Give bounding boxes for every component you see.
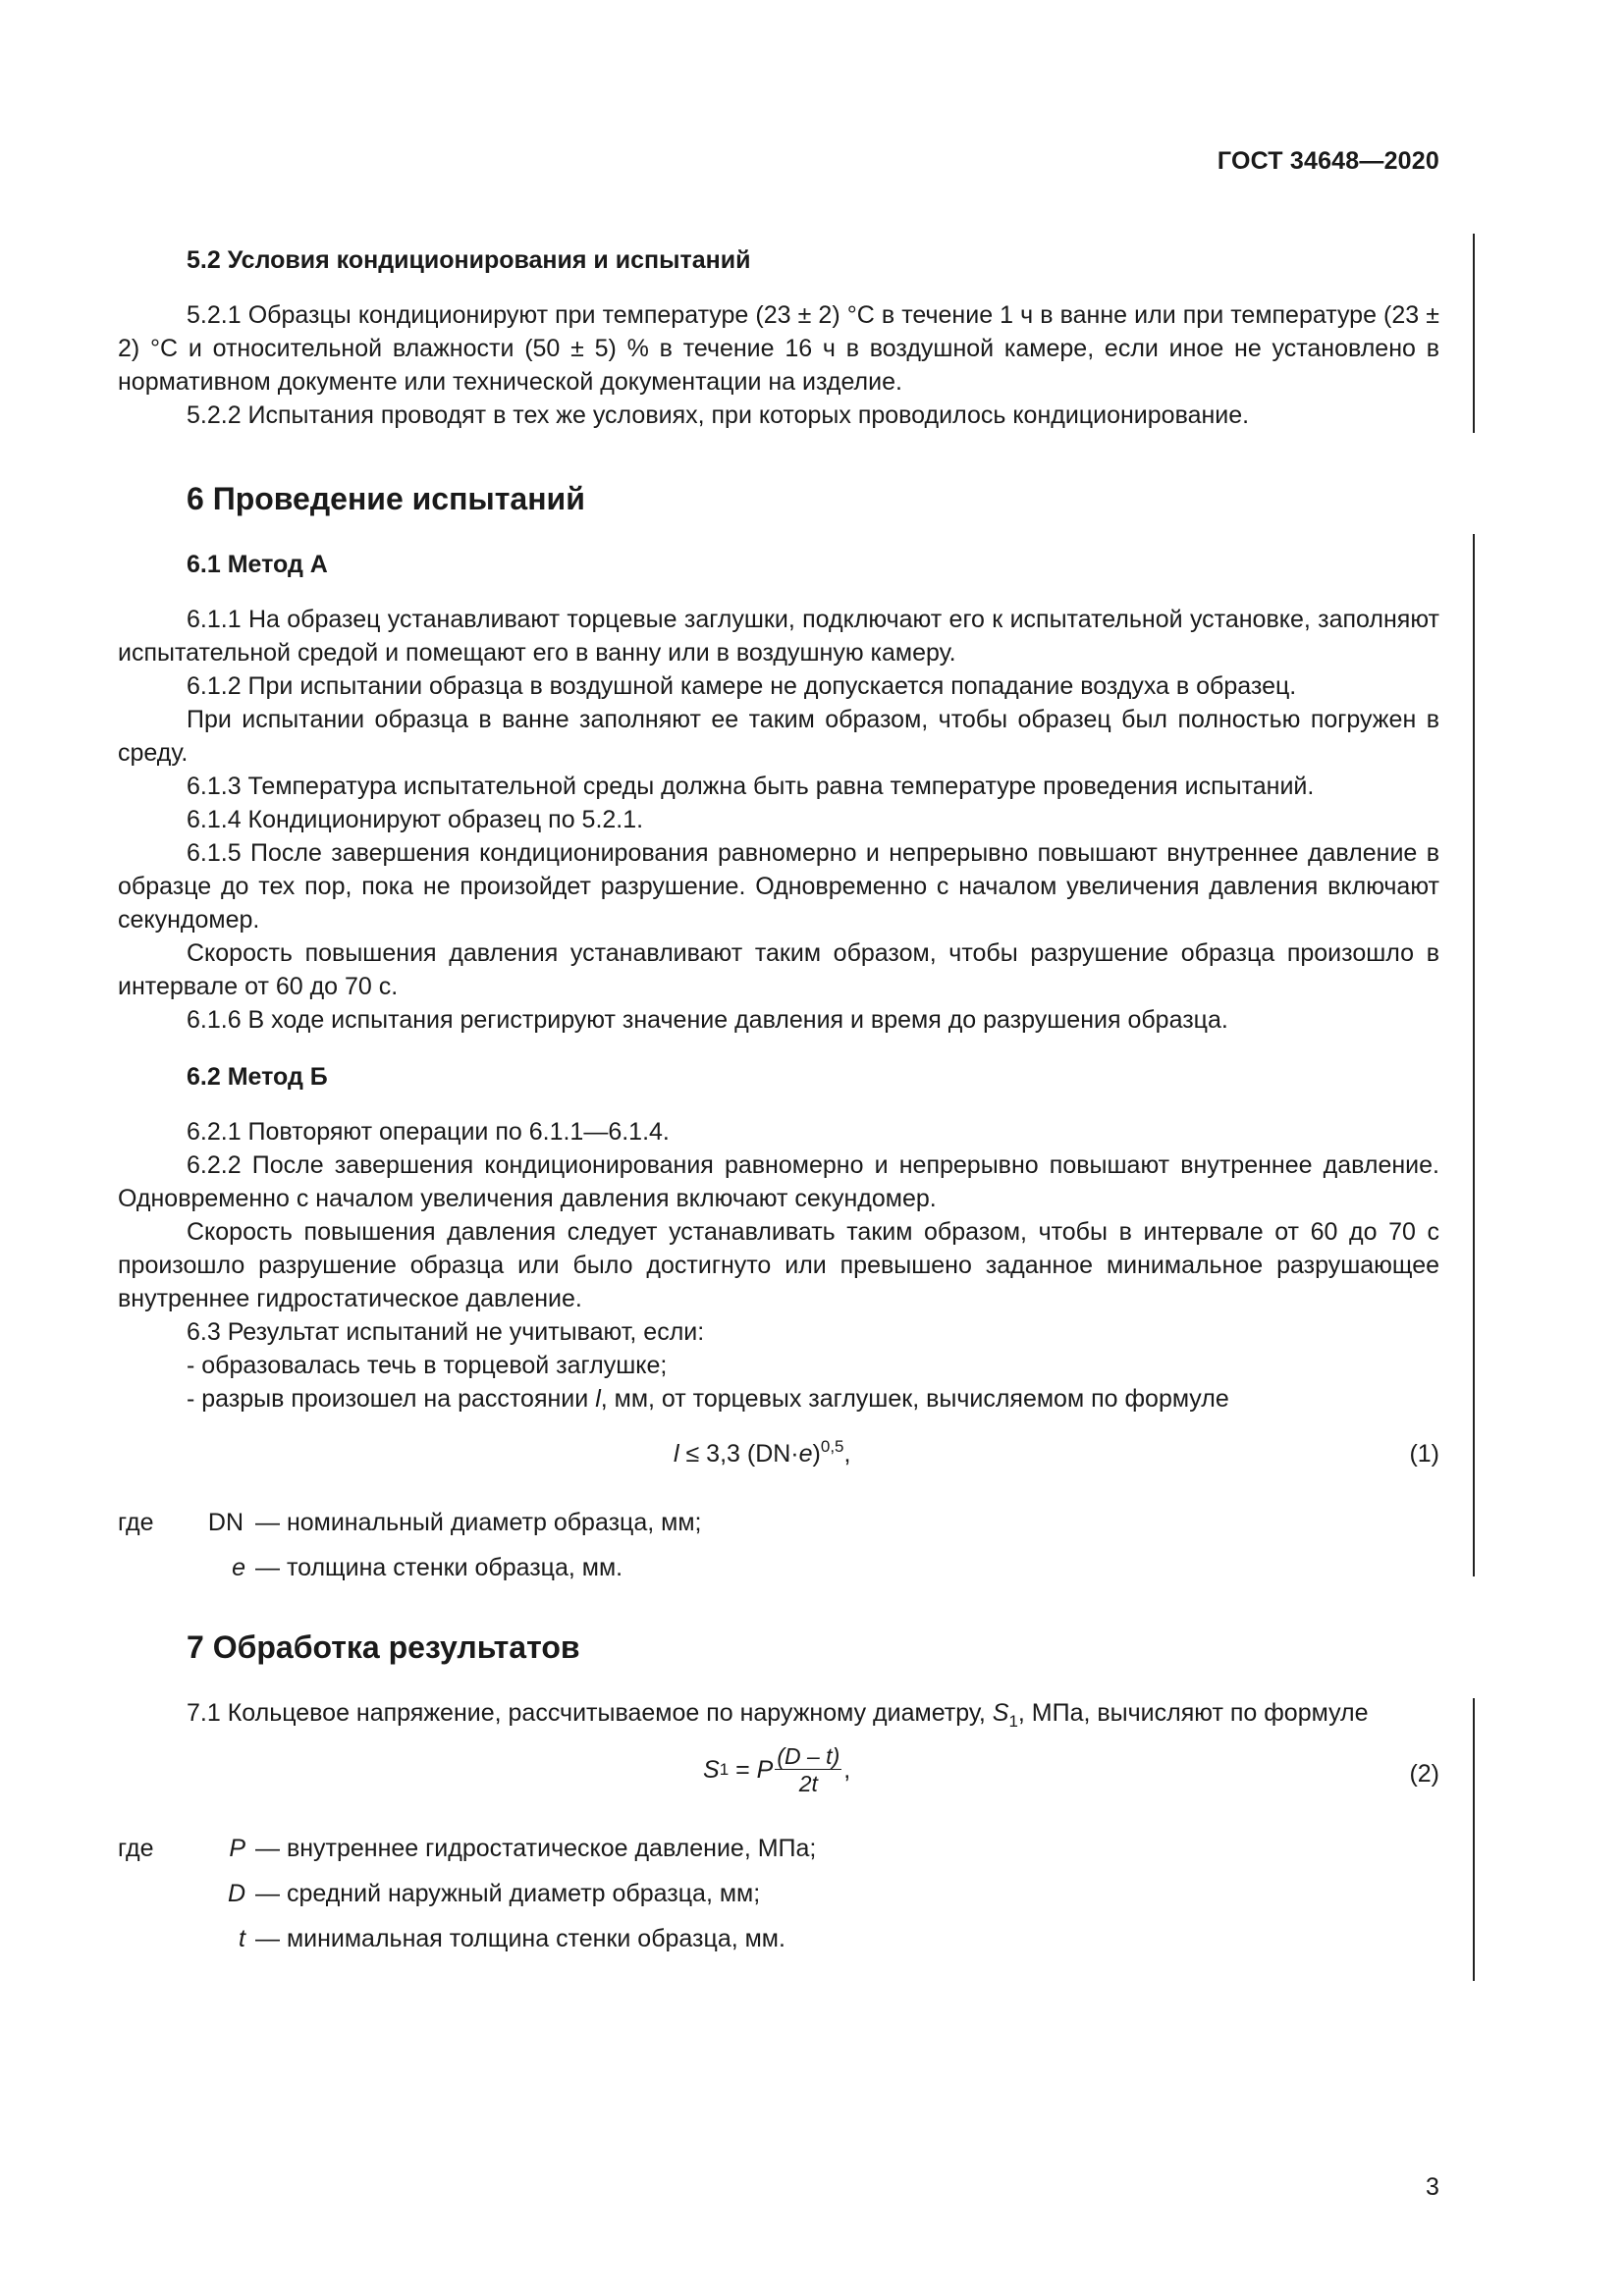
paragraph: 6.1.6 В ходе испытания регистрируют значение давления и время до разрушения образца. (187, 1006, 1228, 1034)
paragraph: Скорость повышения давления устанавливают таким образом, чтобы разрушение образца произошло в интервале от 60 до 70 с. (118, 939, 1439, 1000)
section-heading-6-1: 6.1 Метод А (187, 551, 328, 578)
formula-1 (118, 1435, 1439, 1478)
formula-fraction (775, 1743, 841, 1796)
formula-text: ≤ 3,3 (DN· (678, 1440, 799, 1468)
page-number: 3 (1426, 2173, 1439, 2201)
symbol-description: — толщина стенки образца, мм. (255, 1554, 623, 1581)
formula-text: , (843, 1756, 851, 1784)
document-body (118, 243, 1439, 1967)
list-item (118, 1382, 1439, 1415)
symbol: e (232, 1554, 245, 1581)
formula-exponent: 0,5 (820, 1437, 844, 1456)
symbol: P (229, 1835, 245, 1862)
variable-l: l (595, 1385, 601, 1413)
change-bar (1473, 1698, 1475, 1981)
where-row (118, 1922, 1439, 1955)
formula-text: = (729, 1756, 757, 1784)
section-heading-5-2: 5.2 Условия кондиционирования и испытаний (187, 246, 751, 274)
paragraph: 6.1.2 При испытании образца в воздушной камере не допускается попадание воздуха в образец. (187, 672, 1297, 700)
formula-var: S (703, 1756, 720, 1784)
change-bar (1473, 234, 1475, 433)
formula-text: ) (812, 1440, 821, 1468)
list-item-text: , мм, от торцевых заглушек, вычисляемом по формуле (600, 1385, 1229, 1413)
formula-text: , (843, 1440, 851, 1468)
standard-code-header: ГОСТ 34648—2020 (1217, 147, 1439, 175)
where-row (118, 1832, 1439, 1865)
fraction-denominator: 2t (798, 1771, 818, 1796)
symbol-subscript: 1 (1008, 1712, 1018, 1731)
formula-2 (118, 1739, 1439, 1808)
paragraph: 6.2.1 Повторяют операции по 6.1.1—6.1.4. (187, 1118, 670, 1146)
symbol-description: — минимальная толщина стенки образца, мм. (255, 1925, 785, 1952)
paragraph: 5.2.1 Образцы кондиционируют при температуре (23 ± 2) °С в течение 1 ч в ванне или при температуре (23 ± 2) °С и относительной влажности (50 ± 5) % в течение 16 ч в воздушной камере, если иное не установлено в нормативном документе или технической документации на изделие. (118, 301, 1439, 396)
paragraph: 6.3 Результат испытаний не учитывают, если: (187, 1318, 705, 1346)
where-word: где (118, 1509, 154, 1536)
section-heading-6: 6 Проведение испытаний (187, 481, 585, 516)
paragraph: 5.2.2 Испытания проводят в тех же условиях, при которых проводилось кондиционирование. (187, 401, 1250, 429)
formula-number: (1) (1409, 1440, 1439, 1468)
fraction-numerator: (D – t) (777, 1743, 840, 1769)
symbol: S (992, 1699, 1009, 1727)
where-word: где (118, 1835, 154, 1862)
where-row (118, 1506, 1439, 1539)
formula-number: (2) (1409, 1760, 1439, 1788)
formula-1-expression (674, 1437, 850, 1470)
symbol: DN (207, 1509, 244, 1536)
where-row (118, 1551, 1439, 1584)
symbol: D (227, 1880, 245, 1907)
symbol-description: — номинальный диаметр образца, мм; (255, 1509, 702, 1536)
symbol-description: — внутреннее гидростатическое давление, МПа; (255, 1835, 817, 1862)
paragraph: 6.2.2 После завершения кондиционирования равномерно и непрерывно повышают внутреннее давление. Одновременно с началом увеличения давления включают секундомер. (118, 1151, 1439, 1212)
formula-2-expression: S 1 = P $\frac{(D - t)}{2t}$ , (703, 1743, 851, 1796)
paragraph: 6.1.5 После завершения кондиционирования равномерно и непрерывно повышают внутреннее давление в образце до тех пор, пока не произойдет разрушение. Одновременно с началом увеличения давления включают секундомер. (118, 839, 1439, 934)
formula-var: P (756, 1756, 774, 1784)
paragraph: Скорость повышения давления следует устанавливать таким образом, чтобы в интервале от 60 до 70 с произошло разрушение образца или было достигнуто или превышено заданное минимальное разрушающее внутреннее гидростатическое давление. (118, 1218, 1439, 1312)
section-heading-7: 7 Обработка результатов (187, 1629, 580, 1665)
paragraph: 6.1.4 Кондиционируют образец по 5.2.1. (187, 806, 644, 833)
paragraph: При испытании образца в ванне заполняют ее таким образом, чтобы образец был полностью погружен в среду. (118, 706, 1439, 767)
formula-var: l (674, 1440, 679, 1468)
where-row (118, 1877, 1439, 1910)
section-heading-6-2: 6.2 Метод Б (187, 1063, 328, 1091)
change-bar (1473, 534, 1475, 1576)
list-item-text: - разрыв произошел на расстоянии (187, 1385, 596, 1413)
paragraph (118, 1696, 1439, 1730)
formula-var: e (798, 1440, 813, 1468)
symbol-description: — средний наружный диаметр образца, мм; (255, 1880, 761, 1907)
paragraph: 6.1.1 На образец устанавливают торцевые заглушки, подключают его к испытательной установке, заполняют испытательной средой и помещают его в ванну или в воздушную камеру. (118, 606, 1439, 667)
paragraph-text: , МПа, вычисляют по формуле (1017, 1699, 1369, 1727)
list-item: - образовалась течь в торцевой заглушке; (187, 1352, 668, 1379)
paragraph: 6.1.3 Температура испытательной среды должна быть равна температуре проведения испытаний. (187, 773, 1315, 800)
symbol: t (239, 1925, 245, 1952)
paragraph-text: 7.1 Кольцевое напряжение, рассчитываемое по наружному диаметру, (187, 1699, 993, 1727)
